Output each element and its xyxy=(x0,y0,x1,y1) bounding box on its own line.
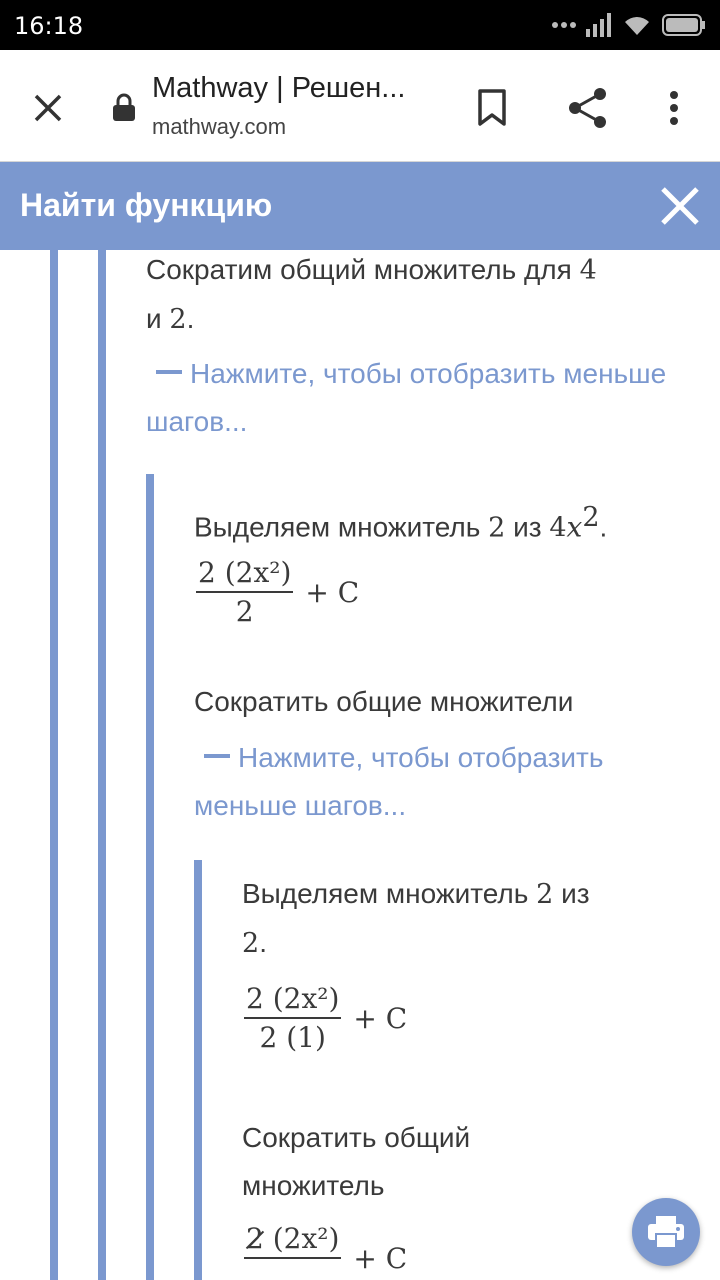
formula-numerator: 2 (2x²) xyxy=(244,1222,341,1259)
print-button[interactable] xyxy=(632,1198,700,1266)
find-function-title: Найти функцию xyxy=(20,187,273,223)
more-menu-button[interactable] xyxy=(644,78,704,138)
lock-icon xyxy=(112,92,136,122)
step-cancel-common-factors: Сократить общие множители xyxy=(194,686,574,717)
step-guide-line-level2 xyxy=(146,474,154,1280)
formula-tail: + C xyxy=(305,575,360,609)
formula-numerator: 2 (2x²) xyxy=(196,556,293,593)
step-guide-line-level3 xyxy=(194,860,202,1280)
printer-icon xyxy=(647,1215,685,1249)
formula-denominator: 2 (1) xyxy=(259,1021,326,1054)
step-guide-line-level1 xyxy=(98,250,106,1280)
step-cancel-common-factor: Сократим общий множитель для 4 и 2. xyxy=(146,254,597,335)
bookmark-icon xyxy=(477,89,507,127)
signal-icon xyxy=(586,13,612,37)
page-url[interactable]: mathway.com xyxy=(152,114,287,139)
page-title: Mathway | Решен... xyxy=(152,72,406,104)
close-icon xyxy=(33,93,63,123)
show-fewer-steps-link[interactable]: Нажмите, чтобы отобразить меньше шагов... xyxy=(194,742,604,821)
formula-numerator: 2 (2x²) xyxy=(244,982,341,1019)
step-cancel-common-factor-inner: Сократить общий множитель xyxy=(242,1122,471,1201)
cancelled-factor: 2 xyxy=(246,1222,264,1255)
find-function-close-button[interactable] xyxy=(652,176,708,236)
wifi-icon xyxy=(622,13,652,37)
formula-step-factor-inner xyxy=(244,982,407,1054)
status-time: 16:18 xyxy=(14,12,84,40)
dots-icon xyxy=(552,21,576,29)
status-bar xyxy=(0,0,720,50)
share-button[interactable] xyxy=(558,78,618,138)
formula-tail: + C xyxy=(353,1001,408,1035)
minus-icon xyxy=(204,754,230,760)
find-function-bar xyxy=(0,162,720,250)
formula-tail: + C xyxy=(353,1241,408,1275)
close-icon xyxy=(660,186,700,226)
share-icon xyxy=(568,87,608,129)
step-factor-out-inner: Выделяем множитель 2 из 2. xyxy=(242,878,590,959)
step-guide-line-outer xyxy=(50,250,58,1280)
battery-icon xyxy=(662,14,706,36)
formula-denominator: 2 xyxy=(235,595,254,628)
close-tab-button[interactable] xyxy=(20,80,76,136)
status-icons xyxy=(552,10,706,40)
show-fewer-steps-link[interactable]: Нажмите, чтобы отобразить меньше шагов... xyxy=(146,358,667,437)
solution-steps xyxy=(0,250,720,1280)
browser-toolbar xyxy=(0,50,720,162)
step-factor-out: Выделяем множитель 2 из $4x^2$. xyxy=(194,502,608,544)
bookmark-button[interactable] xyxy=(462,78,522,138)
minus-icon xyxy=(156,370,182,376)
more-vert-icon xyxy=(669,90,679,126)
formula-step-cancel xyxy=(244,1222,407,1280)
formula-step-factor xyxy=(196,556,359,628)
